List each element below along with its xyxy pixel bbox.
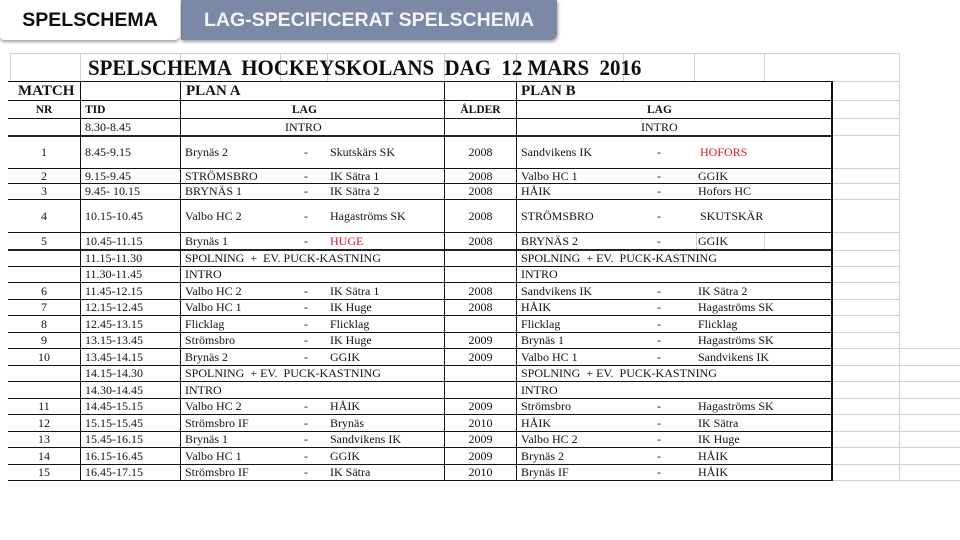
gridline xyxy=(833,315,899,316)
plan-b-separator: - xyxy=(657,283,661,298)
plan-a-away-team: IK Sätra 1 xyxy=(330,283,380,298)
gridline xyxy=(833,365,899,366)
plan-b-separator: - xyxy=(657,349,661,364)
gridline xyxy=(833,480,899,481)
gridline xyxy=(764,53,765,81)
table-column-border xyxy=(80,81,81,481)
match-number: 9 xyxy=(41,333,47,347)
plan-a-activity: INTRO xyxy=(285,119,322,134)
plan-a-home-team: Valbo HC 1 xyxy=(185,300,242,314)
gridline xyxy=(833,299,899,300)
match-row xyxy=(8,415,832,432)
plan-a-away-team: IK Sätra 1 xyxy=(330,168,380,183)
age-group: 2010 xyxy=(468,465,493,479)
plan-a-home-team: Valbo HC 2 xyxy=(185,283,242,298)
plan-a-home-team: Brynäs 1 xyxy=(185,432,228,446)
match-row xyxy=(8,349,832,366)
gridline xyxy=(833,168,899,169)
plan-b-home-team: Valbo HC 2 xyxy=(521,432,578,446)
plan-b-separator: - xyxy=(657,145,661,159)
plan-a-away-team: IK Huge xyxy=(330,300,372,314)
age-group: 2008 xyxy=(468,184,493,198)
plan-b-activity: SPOLNING + EV. PUCK-KASTNING xyxy=(521,366,717,380)
gridline xyxy=(833,381,899,382)
plan-a-separator: - xyxy=(304,448,308,463)
gridline xyxy=(833,447,899,448)
match-number: 2 xyxy=(41,168,47,183)
plan-b-separator: - xyxy=(657,184,661,198)
gridline xyxy=(80,53,81,81)
plan-b-away-team: Hagaströms SK xyxy=(698,399,774,413)
plan-b-away-team: SKUTSKÄR xyxy=(700,208,764,223)
age-group: 2010 xyxy=(468,415,493,430)
plan-b-home-team: Flicklag xyxy=(521,316,561,331)
age-group: 2009 xyxy=(468,349,493,364)
table-column-border xyxy=(516,81,517,481)
gridline xyxy=(833,183,899,184)
gridline xyxy=(833,250,899,251)
match-row xyxy=(8,233,832,251)
age-group: 2009 xyxy=(468,432,493,446)
break-row xyxy=(8,366,832,382)
gridline xyxy=(833,431,899,432)
match-number: 11 xyxy=(38,399,50,413)
gridline xyxy=(833,464,899,465)
plan-b-away-team: IK Sätra xyxy=(698,415,739,430)
time-slot: 16.15-16.45 xyxy=(85,448,143,463)
age-group: 2008 xyxy=(468,145,493,159)
gridline xyxy=(833,266,899,267)
match-row xyxy=(8,283,832,300)
table-right-border xyxy=(831,81,833,481)
plan-a-home-team: Strömsbro IF xyxy=(185,415,249,430)
gridline xyxy=(10,53,11,81)
age-group: 2008 xyxy=(468,168,493,183)
plan-b-home-team: Sandvikens IK xyxy=(521,145,592,159)
plan-b-separator: - xyxy=(657,168,661,183)
plan-b-activity: INTRO xyxy=(641,119,678,134)
gridline xyxy=(694,53,695,81)
gridline xyxy=(833,398,899,399)
plan-a-separator: - xyxy=(304,333,308,347)
gridline xyxy=(899,447,960,448)
plan-b-separator: - xyxy=(657,300,661,314)
intro-row xyxy=(8,119,832,137)
time-slot: 13.15-13.45 xyxy=(85,333,143,347)
gridline xyxy=(833,118,899,119)
intro-row xyxy=(8,267,832,283)
time-slot: 11.15-11.30 xyxy=(85,251,143,265)
time-slot: 8.30-8.45 xyxy=(85,119,131,134)
age-group: 2009 xyxy=(468,333,493,347)
plan-b-home-team: HÅIK xyxy=(521,415,551,430)
gridline xyxy=(833,100,899,101)
plan-a-away-team: GGIK xyxy=(330,448,360,463)
match-number: 3 xyxy=(41,184,47,198)
age-group xyxy=(445,316,516,332)
gridline xyxy=(833,232,899,233)
time-slot: 15.45-16.15 xyxy=(85,432,143,446)
header-lag-plan-a: LAG xyxy=(292,103,317,116)
plan-a-away-team: Flicklag xyxy=(330,316,370,331)
match-number: 14 xyxy=(38,448,50,463)
plan-b-away-team: HÅIK xyxy=(698,448,728,463)
plan-a-away-team: Hagaströms SK xyxy=(330,208,406,223)
plan-a-away-team: Sandvikens IK xyxy=(330,432,401,446)
gridline xyxy=(899,53,900,481)
match-row xyxy=(8,465,832,481)
match-number: 5 xyxy=(41,233,47,248)
time-slot: 11.45-12.15 xyxy=(85,283,143,298)
plan-a-separator: - xyxy=(304,399,308,413)
plan-b-home-team: HÅIK xyxy=(521,184,551,198)
time-slot: 14.30-14.45 xyxy=(85,382,143,397)
plan-a-separator: - xyxy=(304,168,308,183)
gridline xyxy=(899,431,960,432)
plan-a-away-team: IK Sätra xyxy=(330,465,371,479)
plan-b-home-team: Sandvikens IK xyxy=(521,283,592,298)
time-slot: 9.15-9.45 xyxy=(85,168,131,183)
match-number: 6 xyxy=(41,283,47,298)
plan-b-activity: INTRO xyxy=(521,267,558,281)
plan-b-away-team: Hagaströms SK xyxy=(698,300,774,314)
plan-b-home-team: HÅIK xyxy=(521,300,551,314)
plan-a-separator: - xyxy=(304,415,308,430)
plan-b-home-team: Valbo HC 1 xyxy=(521,168,578,183)
time-slot: 14.45-15.15 xyxy=(85,399,143,413)
match-row xyxy=(8,184,832,200)
plan-a-home-team: Brynäs 2 xyxy=(185,349,228,364)
plan-b-away-team: Sandvikens IK xyxy=(698,349,769,364)
header-lag-plan-b: LAG xyxy=(647,103,672,116)
plan-a-separator: - xyxy=(304,233,308,248)
plan-a-activity: SPOLNING + EV. PUCK-KASTNING xyxy=(185,251,381,265)
plan-b-separator: - xyxy=(657,415,661,430)
match-number: 13 xyxy=(38,432,50,446)
plan-a-separator: - xyxy=(304,208,308,223)
age-group: 2008 xyxy=(468,300,493,314)
plan-b-separator: - xyxy=(657,233,661,248)
match-number: 8 xyxy=(41,316,47,331)
time-slot: 12.45-13.15 xyxy=(85,316,143,331)
plan-a-separator: - xyxy=(304,349,308,364)
match-number: 12 xyxy=(38,415,50,430)
header-plan-b: PLAN B xyxy=(521,82,576,99)
header-row-plans xyxy=(8,81,832,101)
plan-a-home-team: STRÖMSBRO xyxy=(185,168,258,183)
plan-a-separator: - xyxy=(304,316,308,331)
gridline xyxy=(899,398,960,399)
time-slot: 13.45-14.15 xyxy=(85,349,143,364)
plan-b-home-team: BRYNÄS 2 xyxy=(521,233,579,248)
gridline xyxy=(833,332,899,333)
plan-a-away-team: Skutskärs SK xyxy=(330,145,396,159)
match-number: 4 xyxy=(41,208,47,223)
tab-spelschema[interactable]: SPELSCHEMA xyxy=(0,0,180,40)
header-match: MATCH xyxy=(18,82,75,99)
match-number: 15 xyxy=(38,465,50,479)
plan-a-activity: SPOLNING + EV. PUCK-KASTNING xyxy=(185,366,381,380)
plan-a-home-team: Valbo HC 2 xyxy=(185,399,242,413)
time-slot: 15.15-15.45 xyxy=(85,415,143,430)
header-plan-a: PLAN A xyxy=(186,82,241,99)
plan-a-home-team: BRYNÄS 1 xyxy=(185,184,243,198)
match-row xyxy=(8,300,832,316)
gridline xyxy=(899,414,960,415)
gridline xyxy=(833,81,899,82)
header-row-columns xyxy=(8,101,832,119)
match-row xyxy=(8,316,832,333)
time-slot: 9.45- 10.15 xyxy=(85,184,140,198)
plan-a-away-team: IK Huge xyxy=(330,333,372,347)
header-alder: ÅLDER xyxy=(460,103,501,116)
gridline xyxy=(899,381,960,382)
plan-b-home-team: Brynäs 1 xyxy=(521,333,564,347)
match-number: 7 xyxy=(41,300,47,314)
plan-b-home-team: Strömsbro xyxy=(521,399,572,413)
gridline xyxy=(899,365,960,366)
header-nr: NR xyxy=(35,103,53,116)
plan-b-home-team: Brynäs IF xyxy=(521,465,569,479)
gridline xyxy=(899,480,960,481)
plan-a-away-team-highlighted: HUGE xyxy=(330,233,364,248)
gridline xyxy=(833,135,899,136)
plan-b-separator: - xyxy=(657,208,661,223)
plan-a-away-team: GGIK xyxy=(330,349,360,364)
plan-b-away-team: HÅIK xyxy=(698,465,728,479)
plan-b-activity: INTRO xyxy=(521,382,558,397)
match-row xyxy=(8,137,832,169)
age-group: 2008 xyxy=(468,233,493,248)
header-tid: TID xyxy=(85,103,106,116)
plan-a-home-team: Valbo HC 1 xyxy=(185,448,242,463)
time-slot: 10.15-10.45 xyxy=(85,208,143,223)
match-number: 10 xyxy=(38,349,50,364)
plan-b-away-team: GGIK xyxy=(698,168,728,183)
plan-a-home-team: Valbo HC 2 xyxy=(185,208,242,223)
table-column-border xyxy=(180,81,181,481)
plan-a-activity: INTRO xyxy=(185,267,222,281)
plan-b-separator: - xyxy=(657,465,661,479)
plan-a-home-team: Brynäs 2 xyxy=(185,145,228,159)
match-row xyxy=(8,448,832,465)
time-slot: 12.15-12.45 xyxy=(85,300,143,314)
match-row xyxy=(8,200,832,233)
gridline xyxy=(833,282,899,283)
tab-lag-specificerat-spelschema[interactable]: LAG-SPECIFICERAT SPELSCHEMA xyxy=(181,0,557,40)
match-row xyxy=(8,432,832,448)
plan-b-away-team-highlighted: HOFORS xyxy=(700,145,748,159)
plan-b-away-team: Hagaströms SK xyxy=(698,333,774,347)
plan-a-away-team: IK Sätra 2 xyxy=(330,184,380,198)
plan-b-away-team: IK Sätra 2 xyxy=(698,283,748,298)
plan-a-home-team: Strömsbro xyxy=(185,333,236,347)
break-row xyxy=(8,251,832,267)
plan-a-home-team: Strömsbro IF xyxy=(185,465,249,479)
time-slot: 10.45-11.15 xyxy=(85,233,143,248)
plan-b-separator: - xyxy=(657,316,661,331)
plan-a-separator: - xyxy=(304,432,308,446)
match-row xyxy=(8,333,832,349)
intro-row xyxy=(8,382,832,399)
age-group: 2008 xyxy=(468,208,493,223)
time-slot: 8.45-9.15 xyxy=(85,145,131,159)
age-group: 2008 xyxy=(468,283,493,298)
schedule-title: SPELSCHEMA HOCKEYSKOLANS DAG 12 MARS 2016 xyxy=(88,55,642,80)
gridline xyxy=(833,348,899,349)
plan-a-separator: - xyxy=(304,283,308,298)
plan-a-away-team: Brynäs xyxy=(330,415,364,430)
plan-b-away-team: Hofors HC xyxy=(698,184,751,198)
plan-a-away-team: HÅIK xyxy=(330,399,360,413)
gridline xyxy=(899,348,960,349)
plan-a-separator: - xyxy=(304,465,308,479)
plan-a-home-team: Flicklag xyxy=(185,316,225,331)
age-group: 2009 xyxy=(468,448,493,463)
table-column-border xyxy=(444,81,445,481)
plan-b-home-team: STRÖMSBRO xyxy=(521,208,594,223)
plan-a-home-team: Brynäs 1 xyxy=(185,233,228,248)
time-slot: 11.30-11.45 xyxy=(85,267,143,281)
gridline xyxy=(833,199,899,200)
plan-b-separator: - xyxy=(657,333,661,347)
plan-b-separator: - xyxy=(657,432,661,446)
plan-a-separator: - xyxy=(304,145,308,159)
plan-b-away-team: IK Huge xyxy=(698,432,740,446)
match-number: 1 xyxy=(41,145,47,159)
plan-b-away-team: GGIK xyxy=(698,233,728,248)
plan-b-away-team: Flicklag xyxy=(698,316,738,331)
gridline xyxy=(833,414,899,415)
age-group: 2009 xyxy=(468,399,493,413)
plan-b-separator: - xyxy=(657,448,661,463)
gridline xyxy=(899,464,960,465)
plan-b-home-team: Brynäs 2 xyxy=(521,448,564,463)
plan-a-separator: - xyxy=(304,300,308,314)
time-slot: 16.45-17.15 xyxy=(85,465,143,479)
plan-b-separator: - xyxy=(657,399,661,413)
time-slot: 14.15-14.30 xyxy=(85,366,143,380)
match-row xyxy=(8,399,832,415)
plan-b-home-team: Valbo HC 1 xyxy=(521,349,578,364)
plan-a-activity: INTRO xyxy=(185,382,222,397)
plan-a-separator: - xyxy=(304,184,308,198)
plan-b-activity: SPOLNING + EV. PUCK-KASTNING xyxy=(521,251,717,265)
match-row xyxy=(8,169,832,184)
